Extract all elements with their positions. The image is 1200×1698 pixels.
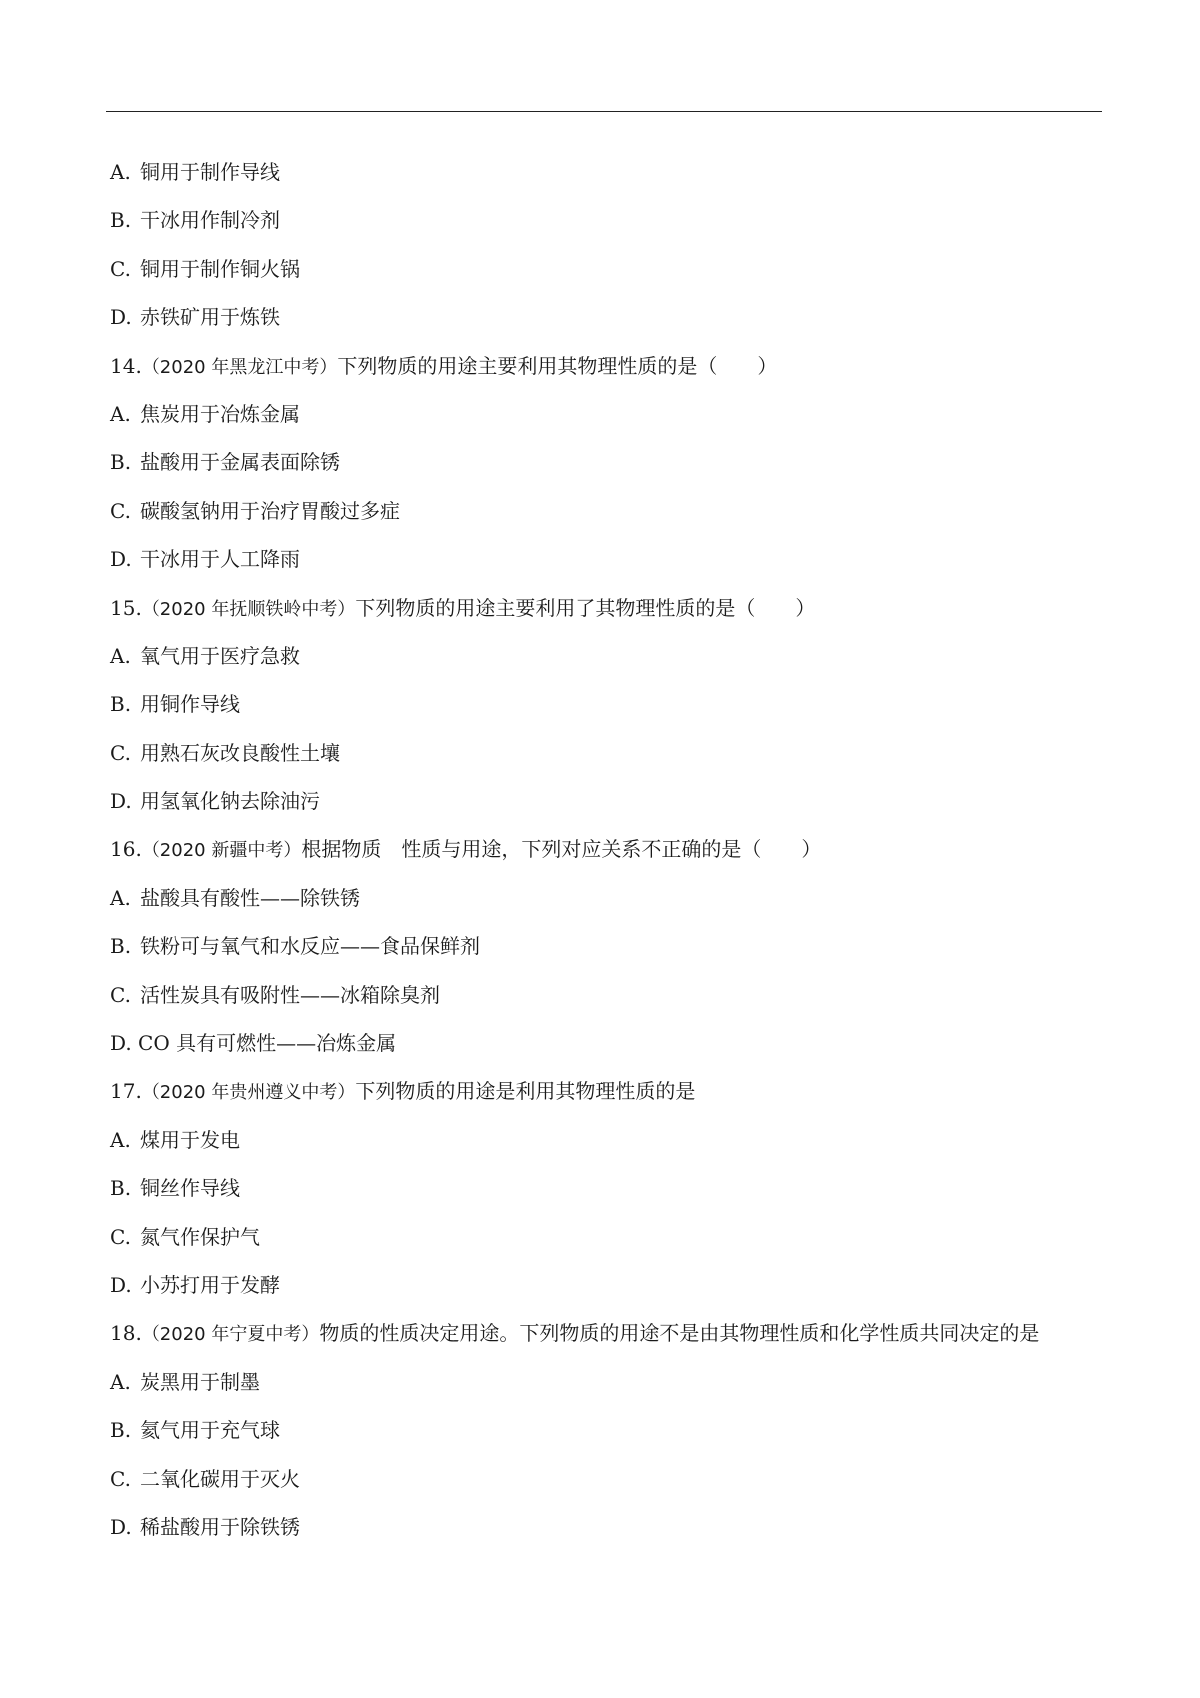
option-text: 盐酸具有酸性——除铁锈 <box>140 885 360 910</box>
question-source: （2020 年抚顺铁岭中考） <box>141 598 356 620</box>
option-text: 焦炭用于冶炼金属 <box>140 401 300 426</box>
option-line <box>110 1455 1110 1503</box>
option-line <box>110 245 1110 293</box>
question-text: 下列物质的用途主要利用了其物理性质的是（ ） <box>355 595 816 620</box>
option-line <box>110 680 1110 728</box>
question-stem <box>110 825 1110 873</box>
option-text: 铜用于制作铜火锅 <box>140 256 300 281</box>
option-text: 用氢氧化钠去除油污 <box>140 789 320 814</box>
option-letter: C. <box>110 1466 131 1491</box>
option-text: 用熟石灰改良酸性土壤 <box>140 740 340 765</box>
option-text: 干冰用作制冷剂 <box>140 208 280 233</box>
option-letter: D. <box>110 305 132 330</box>
option-line <box>110 535 1110 583</box>
option-text: 氮气作保护气 <box>140 1224 260 1249</box>
option-line <box>110 1358 1110 1406</box>
option-text: 铁粉可与氧气和水反应——食品保鲜剂 <box>140 934 480 959</box>
option-letter: B. <box>110 450 132 475</box>
option-line <box>110 922 1110 970</box>
option-letter: C. <box>110 982 131 1007</box>
question-text: 下列物质的用途是利用其物理性质的是 <box>355 1079 696 1104</box>
option-letter: A. <box>110 1127 131 1152</box>
option-text: 铜丝作导线 <box>140 1176 240 1201</box>
question-text: 下列物质的用途主要利用其物理性质的是（ ） <box>337 353 778 378</box>
option-line <box>110 971 1110 1019</box>
option-letter: D. <box>110 547 132 572</box>
option-letter: B. <box>110 208 132 233</box>
option-text: 干冰用于人工降雨 <box>140 547 300 572</box>
option-letter: A. <box>110 1369 131 1394</box>
option-line <box>110 1406 1110 1454</box>
option-letter: D. <box>110 1272 132 1297</box>
question-stem <box>110 1309 1110 1357</box>
option-line <box>110 1261 1110 1309</box>
option-letter: A. <box>110 885 131 910</box>
option-line <box>110 438 1110 486</box>
option-letter: D. <box>110 789 132 814</box>
option-letter: B. <box>110 1418 132 1443</box>
question-number: 14. <box>110 353 142 378</box>
document-body <box>110 148 1110 1551</box>
option-text: CO 具有可燃性——冶炼金属 <box>138 1031 397 1056</box>
option-line <box>110 390 1110 438</box>
option-text: 稀盐酸用于除铁锈 <box>140 1514 300 1539</box>
option-letter: C. <box>110 256 131 281</box>
option-line <box>110 293 1110 341</box>
question-number: 17. <box>110 1079 142 1104</box>
option-text: 氧气用于医疗急救 <box>140 643 300 668</box>
question-stem <box>110 1067 1110 1115</box>
option-line <box>110 729 1110 777</box>
option-letter: B. <box>110 692 132 717</box>
option-text: 赤铁矿用于炼铁 <box>140 305 280 330</box>
option-text: 二氧化碳用于灭火 <box>140 1466 300 1491</box>
option-line <box>110 148 1110 196</box>
option-letter: B. <box>110 1176 132 1201</box>
option-letter: C. <box>110 740 131 765</box>
option-letter: D. <box>110 1514 132 1539</box>
option-text: 炭黑用于制墨 <box>140 1369 260 1394</box>
question-text: 物质的性质决定用途。下列物质的用途不是由其物理性质和化学性质共同决定的是 <box>319 1321 1040 1346</box>
option-line <box>110 1019 1110 1067</box>
option-text: 氦气用于充气球 <box>140 1418 280 1443</box>
question-source: （2020 年贵州遵义中考） <box>141 1082 356 1104</box>
option-letter: A. <box>110 643 131 668</box>
question-text: 根据物质 性质与用途，下列对应关系不正确的是（ ） <box>301 837 822 862</box>
option-line <box>110 874 1110 922</box>
option-line <box>110 487 1110 535</box>
question-source: （2020 新疆中考） <box>141 840 302 862</box>
question-number: 16. <box>110 837 142 862</box>
question-stem <box>110 584 1110 632</box>
option-line <box>110 1164 1110 1212</box>
option-letter: D. <box>110 1031 132 1056</box>
option-text: 盐酸用于金属表面除锈 <box>140 450 340 475</box>
option-line <box>110 1116 1110 1164</box>
option-line <box>110 777 1110 825</box>
question-stem <box>110 342 1110 390</box>
question-number: 15. <box>110 595 142 620</box>
question-source: （2020 年黑龙江中考） <box>141 356 338 378</box>
question-source: （2020 年宁夏中考） <box>141 1324 320 1346</box>
option-text: 煤用于发电 <box>140 1127 240 1152</box>
option-line <box>110 1213 1110 1261</box>
option-letter: C. <box>110 1224 131 1249</box>
option-text: 铜用于制作导线 <box>140 160 280 184</box>
option-text: 小苏打用于发酵 <box>140 1272 280 1297</box>
header-rule <box>106 111 1102 112</box>
option-line <box>110 196 1110 244</box>
option-text: 活性炭具有吸附性——冰箱除臭剂 <box>140 982 440 1007</box>
option-text: 用铜作导线 <box>140 692 240 717</box>
option-line <box>110 1503 1110 1551</box>
option-text: 碳酸氢钠用于治疗胃酸过多症 <box>140 498 400 523</box>
option-letter: A. <box>110 160 131 184</box>
question-number: 18. <box>110 1321 142 1346</box>
option-line <box>110 632 1110 680</box>
option-letter: A. <box>110 401 131 426</box>
option-letter: C. <box>110 498 131 523</box>
option-letter: B. <box>110 934 132 959</box>
